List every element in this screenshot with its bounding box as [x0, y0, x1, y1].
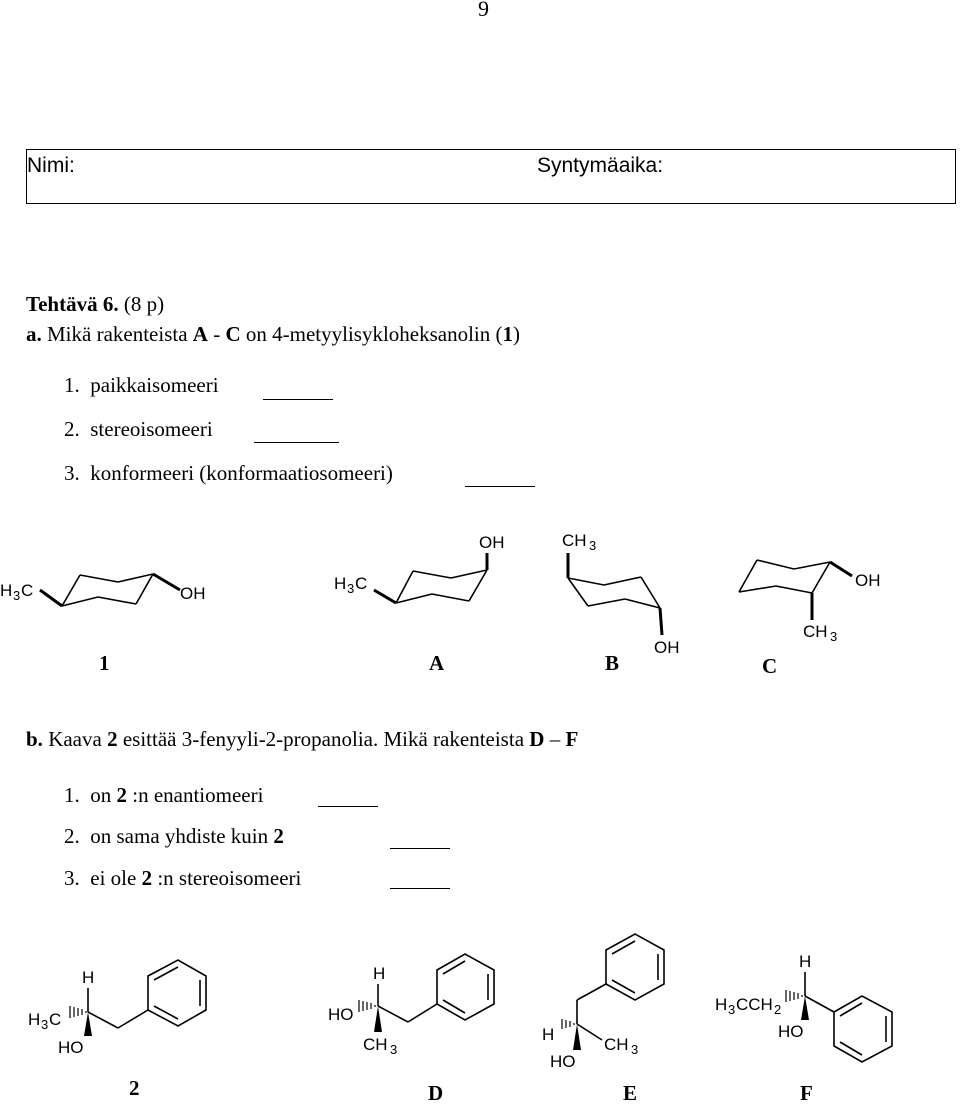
- s2-ch3-h: H: [28, 1010, 41, 1029]
- item-ref: 2: [116, 783, 127, 807]
- part-a-letter: a.: [26, 322, 42, 346]
- label-f: F: [800, 1081, 813, 1105]
- s1-ch3-h: H: [0, 581, 13, 600]
- se-ch3-sub: 3: [631, 1042, 639, 1057]
- se-ho: HO: [550, 1052, 576, 1071]
- sb-ch3-ch: CH: [562, 531, 587, 550]
- part-a-ref: 1: [502, 322, 514, 346]
- sf-ho: HO: [778, 1022, 804, 1041]
- item-ref: 2: [273, 824, 284, 848]
- task-points: (8 p): [118, 292, 165, 316]
- part-a-text-1: Mikä rakenteista: [41, 322, 193, 346]
- sc-ch3-ch: CH: [803, 622, 828, 641]
- sa-ch3-h: H: [334, 574, 347, 593]
- item-number: 3.: [64, 866, 80, 890]
- structure-c-chair: [739, 560, 852, 620]
- s2-h: H: [82, 968, 95, 987]
- sb-ch3-sub: 3: [589, 538, 597, 553]
- structure-b-chair: [568, 553, 662, 635]
- se-ch3-ch: CH: [604, 1035, 629, 1054]
- sc-ch3-sub: 3: [830, 629, 838, 644]
- part-b-from: D: [529, 727, 545, 751]
- item-number: 3.: [64, 461, 80, 485]
- part-a-text-2: on 4-metyylisykloheksanolin (: [240, 322, 503, 346]
- sc-oh: OH: [855, 571, 881, 590]
- item-number: 1.: [64, 783, 80, 807]
- sd-ho: HO: [328, 1005, 354, 1024]
- page-number: 9: [478, 0, 489, 21]
- sf-ethyl-sub2: 2: [774, 1002, 782, 1017]
- structure-1-chair: [40, 574, 180, 606]
- item-text-post: :n stereoisomeeri: [152, 866, 302, 890]
- label-e: E: [623, 1081, 638, 1105]
- sf-ethyl-h: H: [715, 995, 728, 1014]
- item-text: paikkaisomeeri: [90, 373, 219, 397]
- item-text-pre: on sama yhdiste kuin: [90, 824, 274, 848]
- part-a-to: C: [225, 322, 241, 346]
- item-number: 1.: [64, 373, 80, 397]
- item-number: 2.: [64, 824, 80, 848]
- sb-oh: OH: [654, 638, 680, 657]
- structure-f-skeletal: [786, 972, 892, 1062]
- part-b-letter: b.: [26, 727, 43, 751]
- part-a-from: A: [192, 322, 208, 346]
- sf-h: H: [799, 952, 812, 971]
- name-label: Nimi:: [27, 154, 75, 177]
- label-a: A: [429, 651, 445, 675]
- sa-oh: OH: [479, 533, 505, 552]
- s2-ch3-c: C: [49, 1010, 62, 1029]
- sd-ch3-sub: 3: [390, 1042, 398, 1057]
- sa-ch3-sub: 3: [347, 581, 355, 596]
- item-text: konformeeri (konformaatiosomeeri): [90, 461, 393, 485]
- sf-ethyl-cch: CCH: [736, 995, 773, 1014]
- sf-ethyl-sub3: 3: [728, 1002, 736, 1017]
- part-b-ref: 2: [107, 727, 118, 751]
- item-number: 2.: [64, 417, 80, 441]
- s1-oh: OH: [180, 584, 206, 603]
- task-title-number: Tehtävä 6.: [26, 292, 119, 316]
- structure-e-skeletal: [562, 934, 664, 1050]
- s2-ch3-sub: 3: [41, 1017, 49, 1032]
- label-d: D: [428, 1081, 444, 1105]
- part-a-text-3: ): [513, 322, 521, 346]
- part-b-text-2: esittää 3-fenyyli-2-propanolia. Mikä rakenteista: [117, 727, 530, 751]
- item-text-pre: on: [90, 783, 117, 807]
- label-b: B: [605, 651, 620, 675]
- sd-h: H: [373, 964, 386, 983]
- s2-ho: HO: [58, 1038, 84, 1057]
- part-b-dash: –: [544, 727, 566, 751]
- part-b-text-1: Kaava: [42, 727, 108, 751]
- sd-ch3-ch: CH: [363, 1035, 388, 1054]
- label-1: 1: [99, 651, 110, 675]
- item-ref: 2: [141, 866, 153, 890]
- item-text-post: :n enantiomeeri: [127, 783, 264, 807]
- part-a-dash: -: [207, 322, 226, 346]
- sa-ch3-c: C: [355, 574, 368, 593]
- se-h: H: [542, 1025, 555, 1044]
- s1-ch3-c: C: [21, 581, 34, 600]
- item-text: stereoisomeeri: [90, 417, 213, 441]
- label-2: 2: [129, 1076, 140, 1100]
- item-text-pre: ei ole: [90, 866, 142, 890]
- label-c: C: [762, 654, 778, 678]
- structure-a-chair: [374, 553, 487, 603]
- part-b-to: F: [565, 727, 579, 751]
- birthdate-label: Syntymäaika:: [537, 154, 664, 177]
- s1-ch3-sub: 3: [13, 588, 21, 603]
